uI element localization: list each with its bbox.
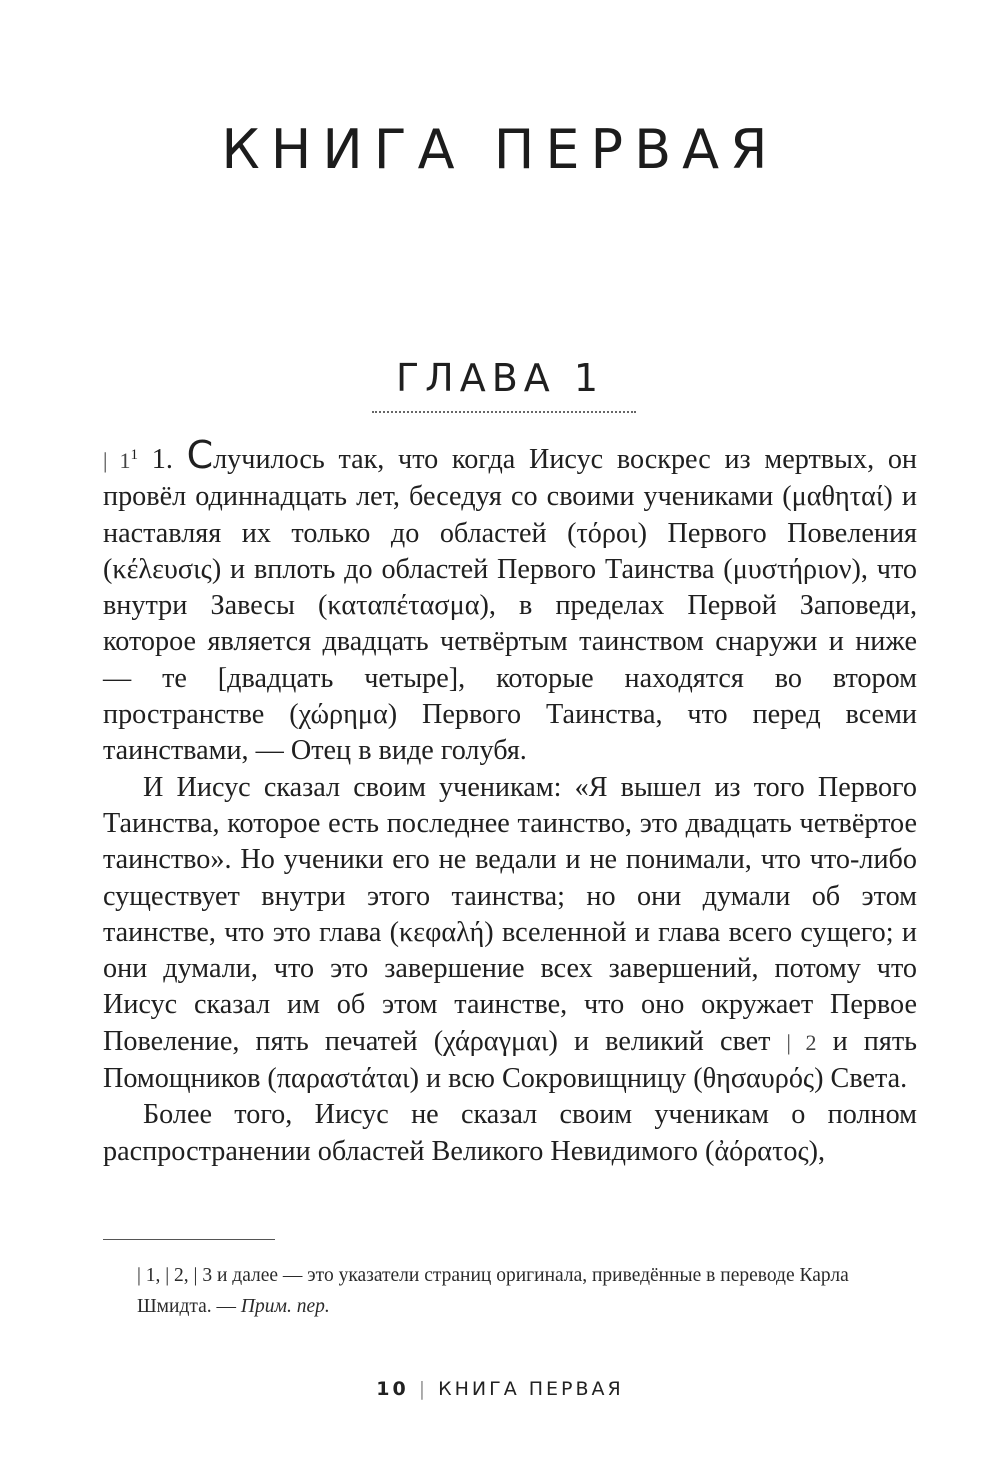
verse-number: 1.	[138, 444, 187, 475]
footnote-italic: Прим. пер.	[240, 1296, 330, 1317]
page-number: 10	[376, 1378, 409, 1400]
chapter-body	[103, 433, 918, 1170]
paragraph-text: лучилось так, что когда Иисус воскрес из мертвых, он провёл одиннадцать лет, беседуя со своими учениками (μαθηταί) и наставляя их только до областей (τόροι) Первого Повеления (κέλευσις) и вплоть до областей Первого Таинства (μυστήριον), что внутри Завесы (καταπέτασμα), в пределах Первой Заповеди, которое является двадцать четвёртым таинством снаружи и ниже — те [двадцать четыре], которые находятся во втором пространстве (χώρημα) Первого Таинства, что перед всеми таинствами, — Отец в виде голубя.	[103, 444, 918, 767]
chapter-title: ГЛАВА 1	[395, 356, 605, 400]
page-marker: | 2	[786, 1029, 817, 1055]
paragraph-text: и пять Помощников (παραστάται) и всю Сокровищницу (θησαυρός) Света.	[103, 1025, 918, 1095]
paragraph-text: И Иисус сказал своим ученикам: «Я вышел из того Первого Таинства, которое есть последнее таинство, это двадцать четвёртое таинство». Но ученики его не ведали и не понимали, что что-либо существует внутри этого таинства; но они думали об этом таинстве, что это глава (κεφαλή) вселенной и глава всего сущего; и они думали, что это завершение всех завершений, потому что Иисус сказал им об этом таинстве, что оно окружает Первое Повеление, пять печатей (χάραγμαι) и великий свет	[103, 771, 917, 1057]
paragraph-1	[103, 433, 918, 770]
footnote-text: | 1, | 2, | 3 и далее — это указатели страниц оригинала, приведённые в переводе Карла Шмидта. —	[137, 1265, 849, 1317]
paragraph-3	[103, 1097, 917, 1170]
footer-separator: |	[418, 1378, 429, 1400]
footnote-ref: 1	[130, 447, 139, 463]
chapter-divider	[372, 411, 636, 413]
paragraph-2	[103, 770, 917, 1098]
paragraph-text: Более того, Иисус не сказал своим ученикам о полном распространении областей Великого Невидимого (ἀόρατος),	[103, 1099, 917, 1167]
footnote	[137, 1260, 927, 1322]
initial-letter: С	[186, 433, 214, 477]
running-footer	[0, 1378, 1000, 1400]
book-title: КНИГА ПЕРВАЯ	[221, 118, 779, 181]
footnote-rule	[103, 1239, 275, 1240]
page-marker: | 1	[103, 448, 131, 473]
running-title: КНИГА ПЕРВАЯ	[438, 1378, 624, 1400]
